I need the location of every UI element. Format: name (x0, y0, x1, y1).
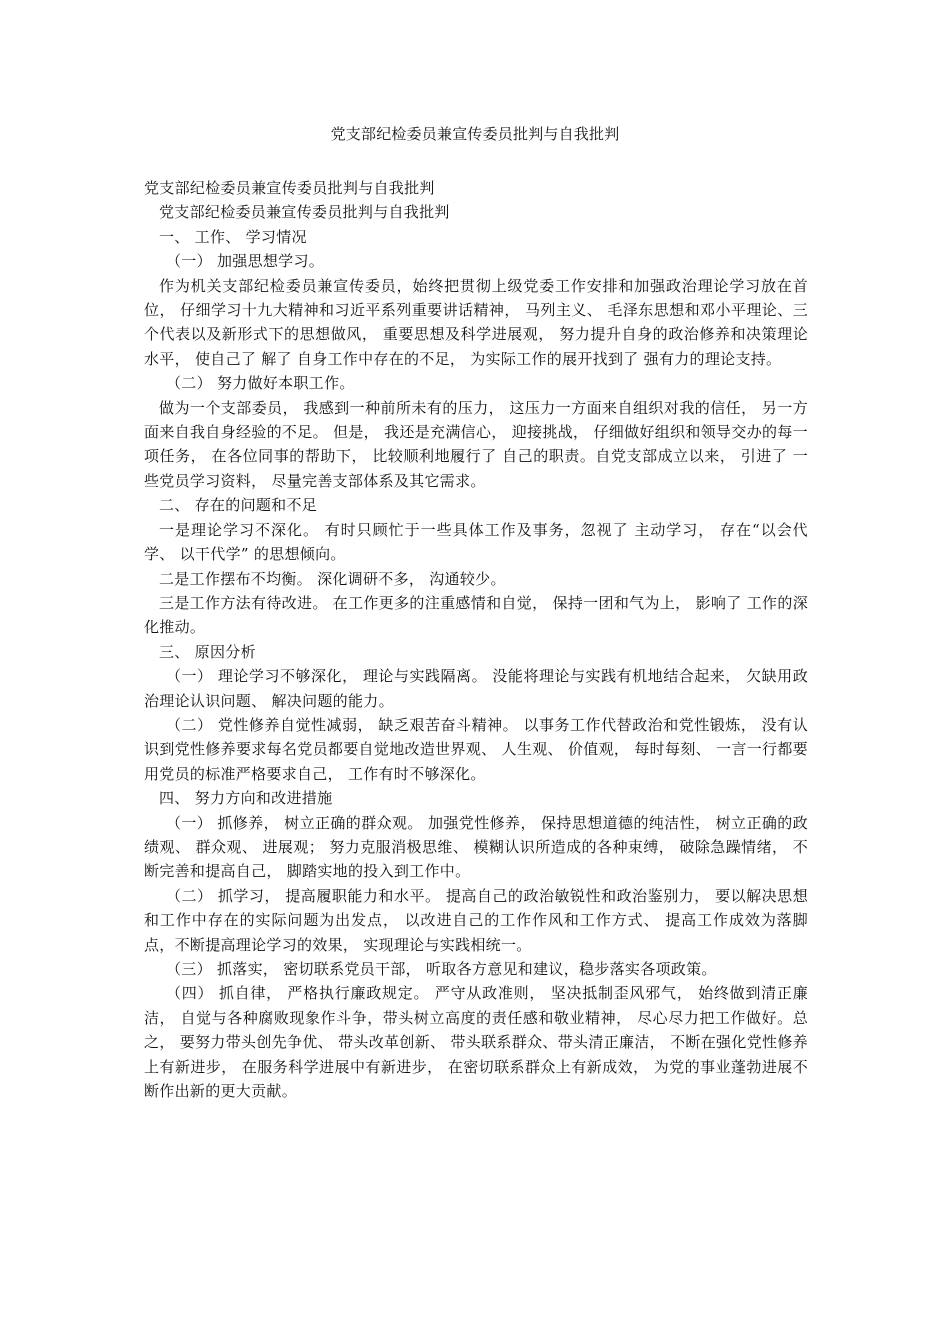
paragraph-2-2: 二是工作摆布不均衡。 深化调研不多， 沟通较少。 (159, 569, 506, 588)
paragraph-2-3: 三是工作方法有待改进。 在工作更多的注重感情和自觉， 保持一团和气为上， 影响了 工作的深化推动。 (144, 593, 808, 637)
paragraph-4-3: （三） 抓落实， 密切联系党员干部， 听取各方意见和建议，稳步落实各项政策。 (166, 960, 717, 978)
paragraph-2-1: 一是理论学习不深化。 有时只顾忙于一些具体工作及事务，忽视了 主动学习， 存在“以会代学、 以干代学” 的思想倾向。 (144, 520, 808, 564)
paragraph-1-2: 做为一个支部委员， 我感到一种前所未有的压力， 这压力一方面来自组织对我的信任， 另一方面来自我自身经验的不足。 但是， 我还是充满信心， 迎接挑战， 仔细做好组织和领导交办的每一项任务， 在各位同事的帮助下， 比较顺利地履行了 自己的职责。自党支部成立以来， 引进了 一些党员学习资料， 尽量完善支部体系及其它需求。 (144, 398, 808, 490)
subheading-1-1: （一） 加强思想学习。 (166, 252, 325, 271)
document-body (144, 176, 808, 1103)
section-heading-2: 二、 存在的问题和不足 (159, 496, 318, 515)
section-heading-4: 四、 努力方向和改进措施 (159, 789, 333, 808)
paragraph-3-1: （一） 理论学习不够深化， 理论与实践隔离。 没能将理论与实践有机地结合起来， 欠缺用政治理论认识问题、 解决问题的能力。 (144, 667, 808, 710)
subheading-1-2: （二） 努力做好本职工作。 (166, 374, 355, 393)
document-subtitle: 党支部纪检委员兼宣传委员批判与自我批判 (159, 203, 450, 222)
paragraph-3-2: （二） 党性修养自觉性减弱， 缺乏艰苦奋斗精神。 以事务工作代替政治和党性锻炼， 没有认识到党性修养要求每名党员都要自觉地改造世界观、 人生观、 价值观， 每时每刻、 一言一行都要用党员的标准严格要求自己， 工作有时不够深化。 (144, 715, 808, 783)
section-heading-1: 一、 工作、 学习情况 (159, 227, 307, 246)
paragraph-4-2: （二） 抓学习， 提高履职能力和水平。 提高自己的政治敏锐性和政治鉴别力， 要以解决思想和工作中存在的实际问题为出发点， 以改进自己的工作作风和工作方式、 提高工作成效为落脚点，不断提高理论学习的效果， 实现理论与实践相统一。 (144, 886, 808, 954)
page-title: 党支部纪检委员兼宣传委员批判与自我批判 (330, 125, 620, 143)
document-title: 党支部纪检委员兼宣传委员批判与自我批判 (144, 179, 435, 197)
section-heading-3: 三、 原因分析 (159, 642, 256, 661)
paragraph-4-1: （一） 抓修养， 树立正确的群众观。 加强党性修养， 保持思想道德的纯洁性， 树立正确的政绩观、 群众观、 进展观； 努力克服消极思维、 模糊认识所造成的各种束缚， 破除急躁情绪， 不断完善和提高自己， 脚踏实地的投入到工作中。 (144, 813, 808, 881)
paragraph-1-1: 作为机关支部纪检委员兼宣传委员，始终把贯彻上级党委工作安排和加强政治理论学习放在首位， 仔细学习十九大精神和习近平系列重要讲话精神， 马列主义、 毛泽东思想和邓小平理论、三个代表以及新形式下的思想做风， 重要思想及科学进展观， 努力提升自身的政治修养和决策理论水平， 使自己了 解了 自身工作中存在的不足， 为实际工作的展开找到了 强有力的理论支持。 (144, 276, 808, 368)
paragraph-4-4: （四） 抓自律， 严格执行廉政规定。 严守从政准则， 坚决抵制歪风邪气， 始终做到清正廉洁， 自觉与各种腐败现象作斗争，带头树立高度的责任感和敬业精神， 尽心尽力把工作做好。总之， 要努力带头创先争优、 带头改革创新、 带头联系群众、带头清正廉洁， 不断在强化党性修养上有新进步， 在服务科学进展中有新进步， 在密切联系群众上有新成效， 为党的事业蓬勃进展不断作出新的更大贡献。 (144, 984, 808, 1101)
